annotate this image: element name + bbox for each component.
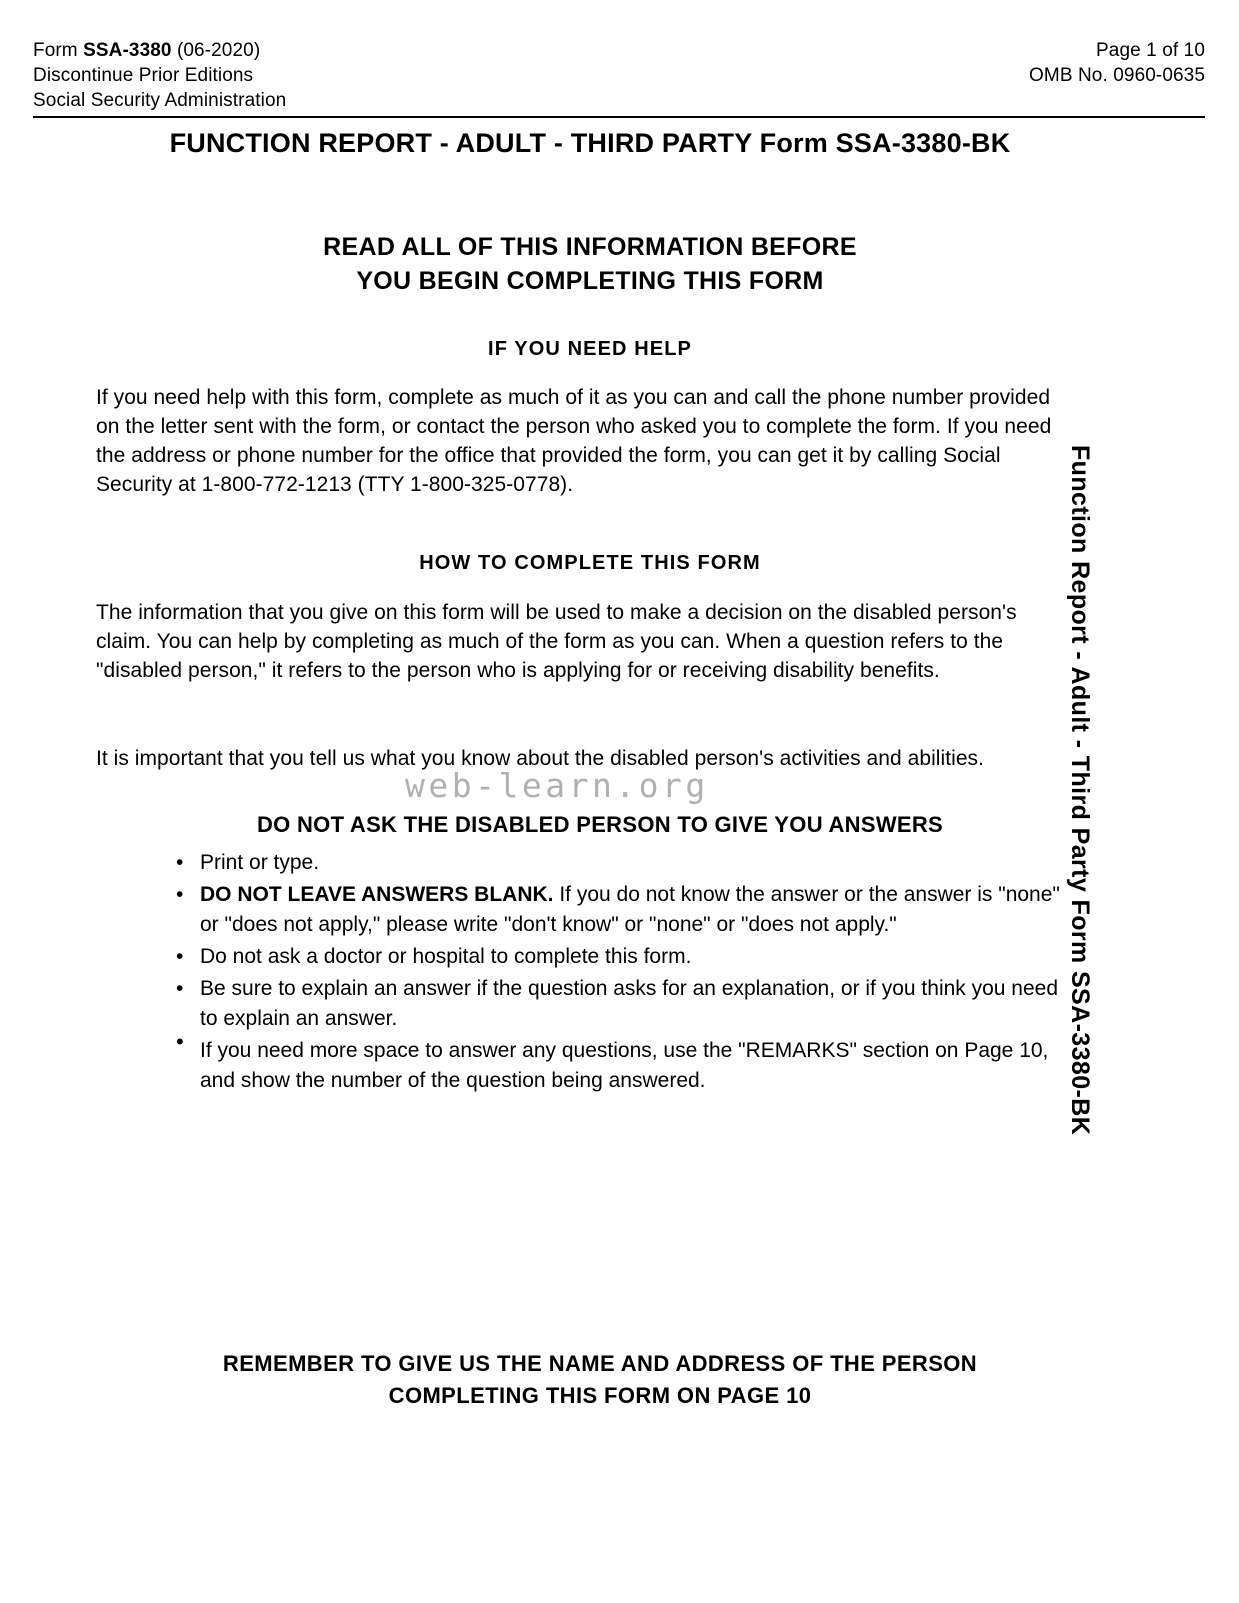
- list-item-label: If you do not know the answer or the answer is "none" or "does not apply," please write "don't know" or "none" or "does not apply.": [200, 883, 1060, 936]
- bullet-dot-icon: •: [176, 851, 184, 874]
- page-footer-reminder: [0, 1348, 1200, 1412]
- form-identifier-line: [33, 38, 286, 63]
- list-item: [172, 942, 1067, 972]
- page-header: [33, 38, 1205, 113]
- bullet-dot-icon: •: [176, 1029, 184, 1054]
- bullet-dot-icon: •: [176, 977, 184, 1000]
- form-edition-date: (06-2020): [171, 40, 261, 61]
- list-item-emphasis: DO NOT LEAVE ANSWERS BLANK.: [200, 883, 554, 906]
- form-number: SSA-3380: [83, 40, 172, 61]
- section-heading-how-to-complete: HOW TO COMPLETE THIS FORM: [419, 552, 761, 574]
- list-item: [172, 880, 1067, 940]
- omb-number: OMB No. 0960-0635: [1029, 65, 1205, 86]
- list-item: [172, 974, 1067, 1034]
- bullet-dot-icon: •: [176, 945, 184, 968]
- bullet-dot-icon: •: [176, 883, 184, 906]
- form-label: Form: [33, 40, 84, 61]
- read-all-instruction: [0, 230, 1180, 298]
- list-item-label: Print or type.: [200, 851, 320, 874]
- vertical-side-label: Function Report - Adult - Third Party Form SSA-3380-BK: [1066, 445, 1094, 1136]
- agency-name-line: Social Security Administration: [33, 90, 287, 111]
- instruction-bullet-list: [172, 848, 1067, 1098]
- paragraph-how-to-complete: The information that you give on this form will be used to make a decision on the disabled person's claim. You can help by completing as much of the form as you can. When a question refers to the "disabled person," it refers to the person who is applying for or receiving disability benefits.: [96, 601, 1017, 682]
- list-item: [172, 1029, 1067, 1096]
- read-all-line-1: READ ALL OF THIS INFORMATION BEFORE: [323, 233, 857, 261]
- page-number: Page 1 of 10: [1096, 40, 1205, 61]
- discontinue-prior-editions-line: Discontinue Prior Editions: [33, 65, 254, 86]
- read-all-line-2: YOU BEGIN COMPLETING THIS FORM: [356, 267, 824, 295]
- footer-line-2: COMPLETING THIS FORM ON PAGE 10: [388, 1383, 812, 1408]
- list-item-label: Do not ask a doctor or hospital to complete this form.: [200, 945, 692, 968]
- watermark-text: web-learn.org: [405, 766, 709, 805]
- list-item-label: Be sure to explain an answer if the question asks for an explanation, or if you think you need to explain an answer.: [200, 977, 1059, 1030]
- page-title: FUNCTION REPORT - ADULT - THIRD PARTY Form SSA-3380-BK: [169, 128, 1011, 158]
- header-left-block: [33, 38, 286, 113]
- heading-do-not-ask: DO NOT ASK THE DISABLED PERSON TO GIVE YOU ANSWERS: [256, 812, 944, 837]
- footer-line-1: REMEMBER TO GIVE US THE NAME AND ADDRESS OF THE PERSON: [222, 1351, 978, 1376]
- header-right-block: [1029, 38, 1205, 88]
- section-heading-if-you-need-help: IF YOU NEED HELP: [488, 338, 692, 360]
- list-item-label: If you need more space to answer any questions, use the "REMARKS" section on Page 10, and show the number of the question being answered.: [200, 1039, 1049, 1092]
- paragraph-if-you-need-help: If you need help with this form, complete as much of it as you can and call the phone number provided on the letter sent with the form, or contact the person who asked you to complete the form. If you need the address or phone number for the office that provided the form, you can get it by calling Social Security at 1-800-772-1213 (TTY 1-800-325-0778).: [96, 386, 1052, 496]
- paragraph-important-note: It is important that you tell us what you know about the disabled person's activities and abilities.: [96, 747, 984, 770]
- header-divider: [33, 116, 1205, 118]
- list-item: [172, 848, 1067, 878]
